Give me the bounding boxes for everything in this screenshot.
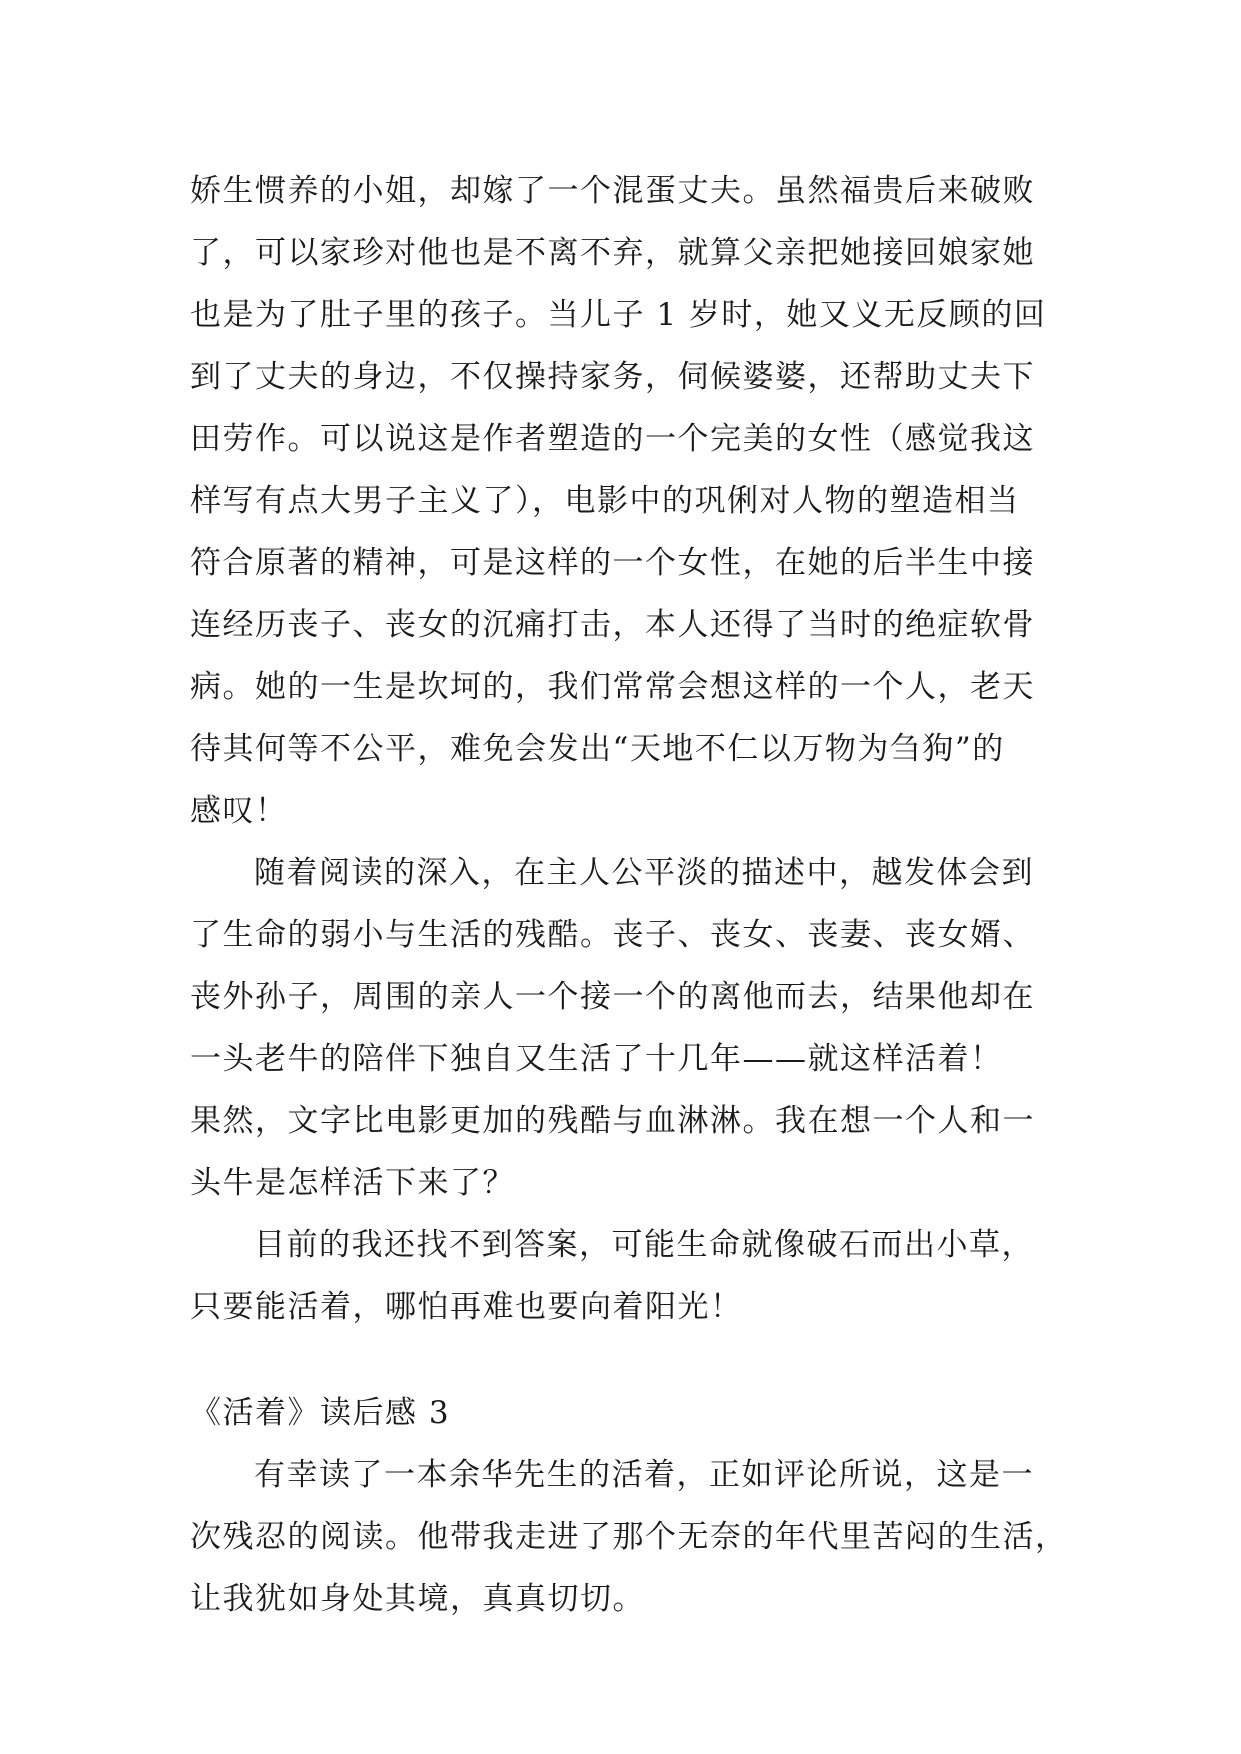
text-line: 到了丈夫的身边，不仅操持家务，伺候婆婆，还帮助丈夫下 [190,359,1035,395]
text-line: 一头老牛的陪伴下独自又生活了十几年——就这样活着！ [190,1041,1003,1077]
paragraph [190,1214,1050,1338]
text-line: 有幸读了一本余华先生的活着，正如评论所说，这是一 [254,1457,1034,1493]
text-line: 也是为了肚子里的孩子。当儿子 1 岁时，她又义无反顾的回 [190,297,1047,333]
text-line: 随着阅读的深入，在主人公平淡的描述中，越发体会到 [254,855,1034,891]
section-title: 《活着》读后感 3 [190,1395,451,1431]
text-line: 目前的我还找不到答案，可能生命就像破石而出小草， [254,1227,1034,1263]
text-line: 样写有点大男子主义了），电影中的巩俐对人物的塑造相当 [190,483,1020,519]
document-body [190,160,1068,1630]
text-line: 待其何等不公平，难免会发出“天地不仁以万物为刍狗”的 [190,731,1005,767]
text-line: 感叹！ [190,793,288,829]
text-line: 次残忍的阅读。他带我走进了那个无奈的年代里苦闷的生活， [190,1519,1068,1555]
text-line: 果然，文字比电影更加的残酷与血淋淋。我在想一个人和一 [190,1103,1035,1139]
paragraph [190,160,1050,842]
text-line: 病。她的一生是坎坷的，我们常常会想这样的一个人，老天 [190,669,1035,705]
text-line: 符合原著的精神，可是这样的一个女性，在她的后半生中接 [190,545,1035,581]
section-spacer [190,1338,1050,1382]
text-line: 只要能活着，哪怕再难也要向着阳光！ [190,1289,743,1325]
text-line: 了，可以家珍对他也是不离不弃，就算父亲把她接回娘家她 [190,235,1035,271]
text-line: 让我犹如身处其境，真真切切。 [190,1581,645,1617]
paragraph [190,1444,1068,1630]
text-line: 田劳作。可以说这是作者塑造的一个完美的女性（感觉我这 [190,421,1035,457]
text-line: 丧外孙子，周围的亲人一个接一个的离他而去，结果他却在 [190,979,1035,1015]
text-line: 了生命的弱小与生活的残酷。丧子、丧女、丧妻、丧女婿、 [190,917,1035,953]
text-line: 娇生惯养的小姐，却嫁了一个混蛋丈夫。虽然福贵后来破败 [190,173,1035,209]
text-line: 头牛是怎样活下来了？ [190,1165,515,1201]
text-line: 连经历丧子、丧女的沉痛打击，本人还得了当时的绝症软骨 [190,607,1035,643]
paragraph [190,842,1050,1214]
